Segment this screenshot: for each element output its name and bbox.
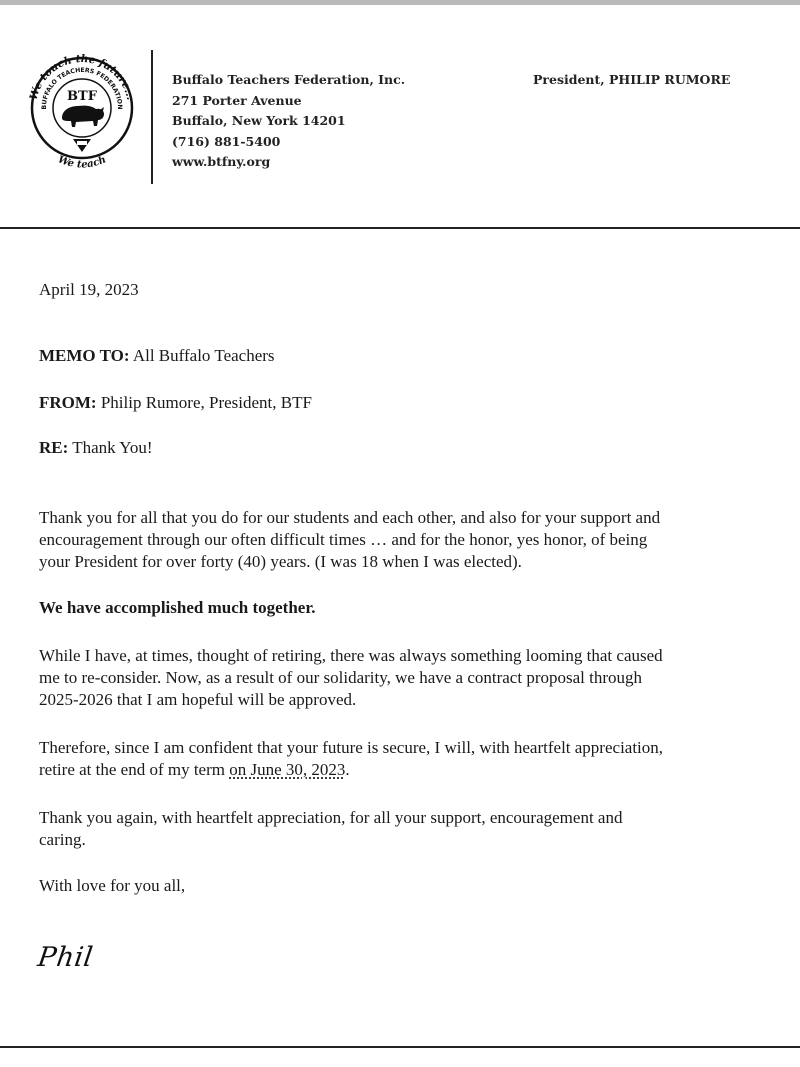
paragraph-line: me to re-consider. Now, as a result of our solidarity, we have a contract proposal through (39, 668, 643, 687)
btf-logo (26, 48, 138, 180)
emblem-icon (73, 139, 91, 152)
paragraph-line: encouragement through our often difficult times … and for the honor, yes honor, of being (39, 530, 648, 549)
letterhead-divider (151, 50, 153, 184)
org-name: Buffalo Teachers Federation, Inc. (172, 72, 406, 87)
top-border (0, 0, 800, 5)
memo-re-label: RE: (39, 438, 69, 457)
paragraph-line (39, 759, 663, 781)
signature: Phil (35, 942, 96, 973)
paragraph-line: Thank you again, with heartfelt appreciation, for all your support, encouragement and (39, 808, 623, 827)
paragraph-line: caring. (39, 830, 86, 849)
memo-to-value: All Buffalo Teachers (132, 346, 275, 365)
memo-to-line (39, 345, 275, 367)
memo-from-label: FROM: (39, 393, 97, 412)
header-rule (0, 227, 800, 229)
logo-bottom-text: We teach (56, 154, 108, 171)
retire-suffix: . (345, 760, 350, 779)
footer-rule (0, 1046, 800, 1048)
memo-re-line (39, 437, 153, 459)
closing-line: With love for you all, (39, 876, 186, 895)
paragraph-line: Therefore, since I am confident that your future is secure, I will, with heartfelt appreciation, (39, 738, 664, 757)
street-address: 271 Porter Avenue (172, 92, 302, 108)
paragraph-accomplished: We have accomplished much together. (39, 598, 316, 617)
city-state-zip: Buffalo, New York 14201 (172, 113, 346, 128)
memo-from-value: Philip Rumore, President, BTF (100, 393, 312, 412)
retire-prefix: retire at the end of my term (39, 760, 230, 779)
paragraph-line: your President for over forty (40) years. (I was 18 when I was elected). (39, 552, 522, 571)
memo-from-line (39, 392, 312, 414)
logo-top-arc-text: We touch the future... (27, 52, 137, 102)
memo-date: April 19, 2023 (39, 280, 139, 299)
paragraph-line: Thank you for all that you do for our students and each other, and also for your support and (39, 508, 661, 527)
memo-re-value: Thank You! (72, 438, 153, 457)
logo-center-text: BTF (67, 89, 97, 104)
website-link[interactable]: www.btfny.org (172, 154, 271, 169)
buffalo-icon (62, 106, 104, 127)
logo-inner-arc-text: BUFFALO TEACHERS FEDERATION (40, 66, 124, 110)
president-name: President, PHILIP RUMORE (533, 72, 731, 87)
paragraph-line: 2025-2026 that I am hopeful will be approved. (39, 690, 357, 709)
paragraph-thanks (39, 507, 660, 573)
paragraph-line: While I have, at times, thought of retiring, there was always something looming that caused (39, 646, 663, 665)
paragraph-retire-date (39, 737, 663, 781)
letterhead-address (172, 70, 405, 173)
paragraph-retiring (39, 645, 663, 711)
memo-to-label: MEMO TO: (39, 346, 130, 365)
retire-date: on June 30, 2023 (229, 760, 346, 779)
phone-number: (716) 881-5400 (172, 133, 281, 149)
paragraph-thanks-again (39, 807, 622, 851)
